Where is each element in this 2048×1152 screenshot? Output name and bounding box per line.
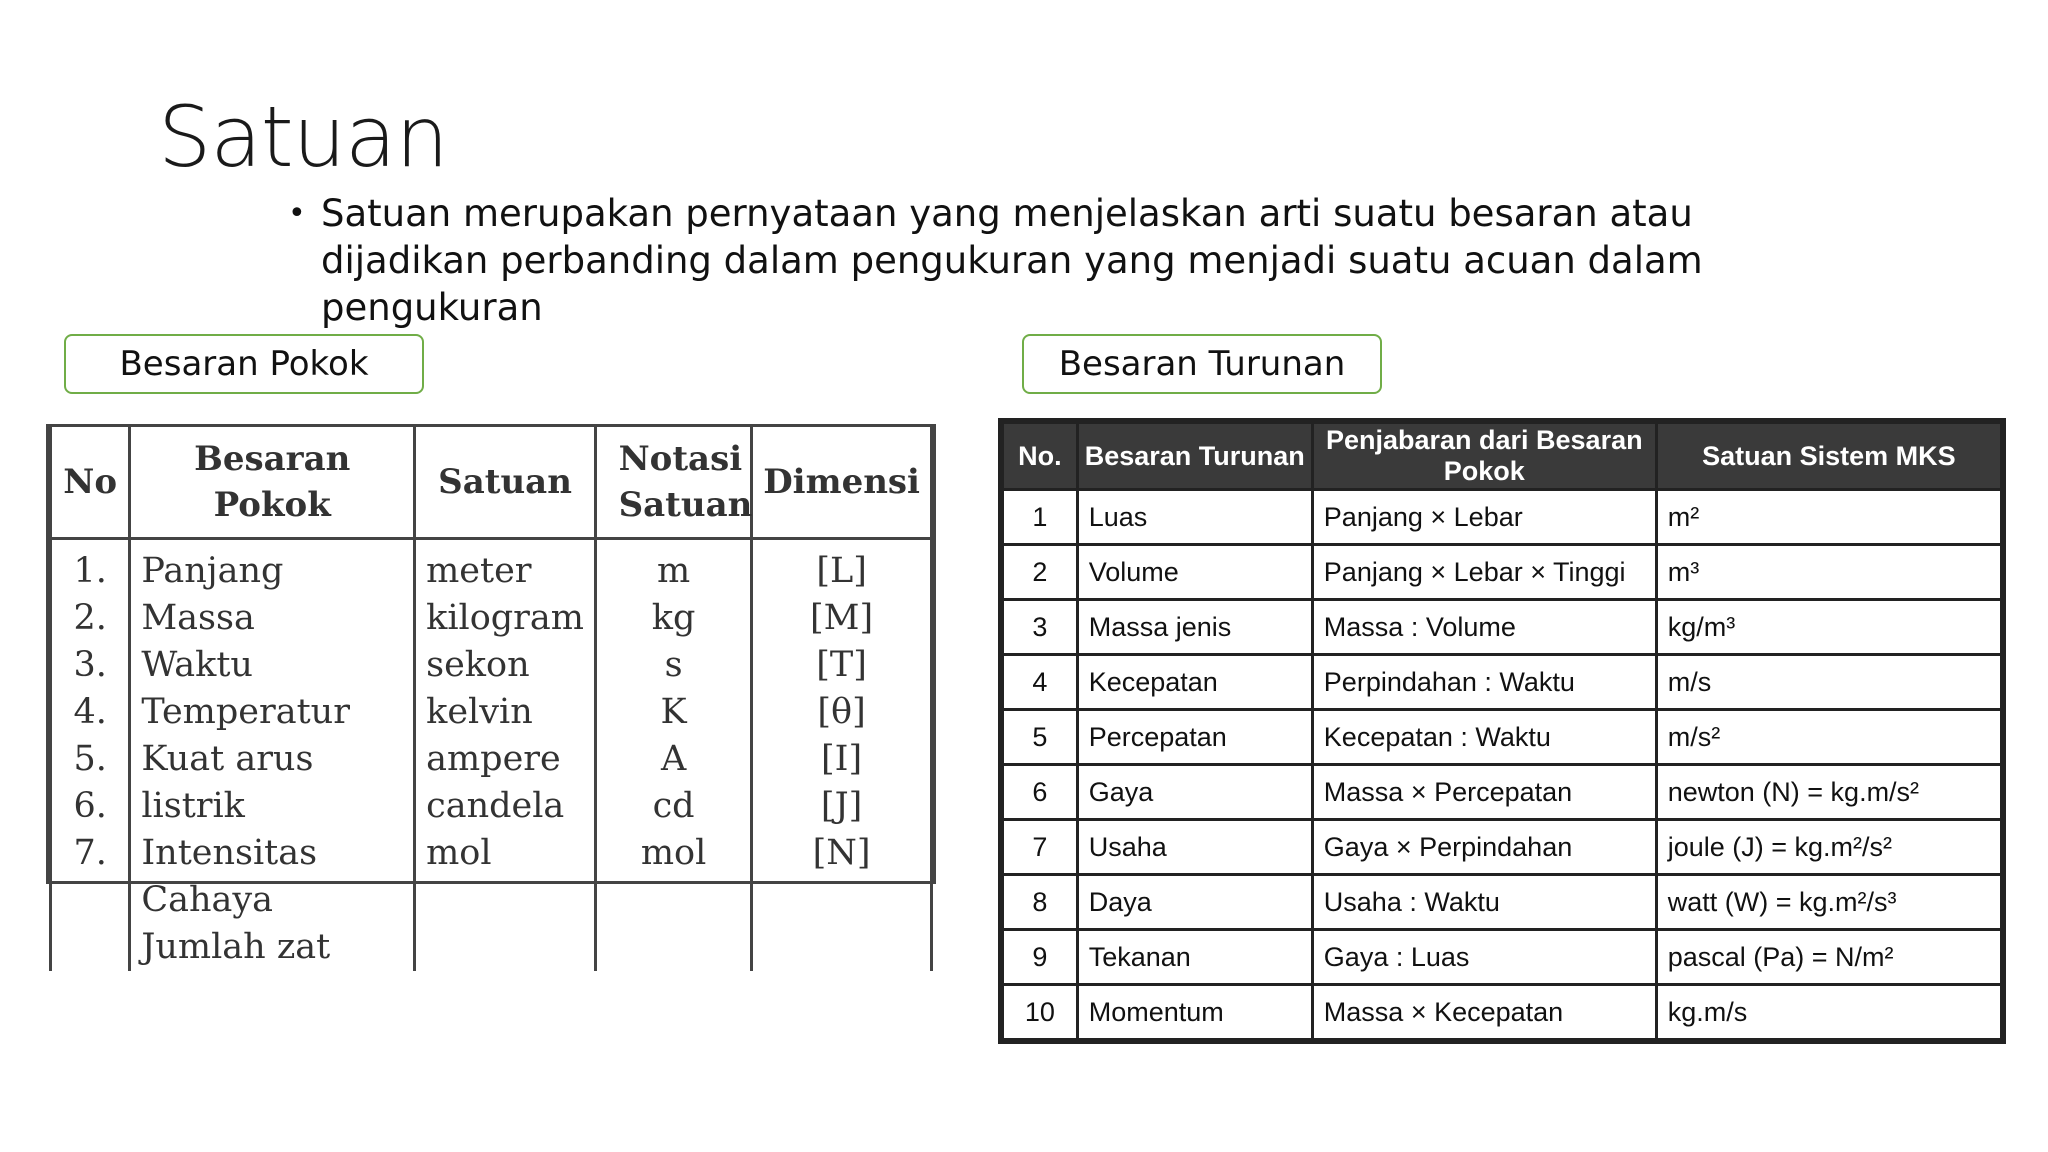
table-row	[1003, 875, 2002, 930]
column-besaran	[130, 539, 415, 972]
table-cell-besaran: Usaha	[1077, 820, 1312, 875]
table-cell-satuan: kg.m/s	[1656, 985, 2001, 1040]
table-cell-besaran: Volume	[1077, 545, 1312, 600]
column-satuan	[415, 539, 596, 972]
header-satuan-mks: Satuan Sistem MKS	[1656, 423, 2001, 490]
table-row	[1003, 820, 2002, 875]
table-cell-notasi: K	[660, 692, 687, 732]
column-dimensi	[752, 539, 932, 972]
table-cell-no: 1	[1003, 490, 1078, 545]
table-cell-no: 8	[1003, 875, 1078, 930]
table-cell-besaran: Tekanan	[1077, 930, 1312, 985]
table-cell-notasi: mol	[640, 833, 707, 873]
table-cell-besaran: Gaya	[1077, 765, 1312, 820]
table-cell-penjabaran: Panjang × Lebar × Tinggi	[1312, 545, 1656, 600]
slide-title: Satuan	[158, 88, 448, 186]
table-cell-satuan: m/s	[1656, 655, 2001, 710]
header-besaran-pokok: Besaran Pokok	[130, 427, 415, 539]
table-cell-penjabaran: Gaya : Luas	[1312, 930, 1656, 985]
table-cell-satuan: pascal (Pa) = N/m²	[1656, 930, 2001, 985]
table-cell-no: 6	[1003, 765, 1078, 820]
table-cell-no: 4.	[73, 692, 107, 732]
table-cell-satuan: m/s²	[1656, 710, 2001, 765]
table-cell-satuan: kg/m³	[1656, 600, 2001, 655]
column-no	[51, 539, 130, 972]
table-row	[1003, 710, 2002, 765]
table-cell-satuan: m²	[1656, 490, 2001, 545]
table-cell-besaran: Kecepatan	[1077, 655, 1312, 710]
table-cell-satuan: mol	[426, 833, 492, 873]
table-cell-besaran: Percepatan	[1077, 710, 1312, 765]
bullet-dot-icon: •	[288, 196, 306, 231]
table-cell-penjabaran: Massa × Kecepatan	[1312, 985, 1656, 1040]
table-cell-notasi: kg	[651, 598, 696, 638]
table-cell-dimensi: [N]	[812, 833, 871, 873]
table-besaran-turunan	[998, 418, 2006, 1044]
table-cell-no: 10	[1003, 985, 1078, 1040]
table-cell-satuan: meter	[426, 551, 532, 591]
table-cell-penjabaran: Usaha : Waktu	[1312, 875, 1656, 930]
table-cell-notasi: cd	[652, 786, 695, 826]
table-cell-no: 6.	[73, 786, 107, 826]
table-cell-satuan: kelvin	[426, 692, 533, 732]
table-besaran-pokok	[46, 424, 936, 967]
table-cell-no: 9	[1003, 930, 1078, 985]
table-cell-penjabaran: Massa × Percepatan	[1312, 765, 1656, 820]
table-cell-dimensi: [M]	[810, 598, 874, 638]
table-cell-notasi: m	[656, 551, 691, 591]
table-cell-dimensi: [T]	[816, 645, 867, 685]
table-cell-satuan: watt (W) = kg.m²/s³	[1656, 875, 2001, 930]
table-cell-no: 3	[1003, 600, 1078, 655]
bullet-point	[288, 190, 1808, 331]
header-notasi-satuan: Notasi Satuan	[595, 427, 751, 539]
label-besaran-pokok: Besaran Pokok	[64, 334, 424, 394]
label-besaran-turunan: Besaran Turunan	[1022, 334, 1382, 394]
table-cell-penjabaran: Gaya × Perpindahan	[1312, 820, 1656, 875]
table-cell-dimensi: [L]	[816, 551, 867, 591]
table-row	[1003, 490, 2002, 545]
table-cell-besaran: Kuat arus listrik	[141, 739, 314, 826]
table-cell-besaran: Massa jenis	[1077, 600, 1312, 655]
table-cell-no: 7	[1003, 820, 1078, 875]
table-row	[1003, 545, 2002, 600]
table-cell-besaran: Momentum	[1077, 985, 1312, 1040]
table-row	[1003, 655, 2002, 710]
table-cell-no: 5.	[73, 739, 107, 779]
table-cell-penjabaran: Perpindahan : Waktu	[1312, 655, 1656, 710]
table-row	[1003, 600, 2002, 655]
table-cell-no: 4	[1003, 655, 1078, 710]
table-cell-satuan: joule (J) = kg.m²/s²	[1656, 820, 2001, 875]
table-cell-besaran: Temperatur	[141, 692, 350, 732]
table-cell-notasi: s	[664, 645, 683, 685]
table-cell-besaran: Intensitas Cahaya	[141, 833, 318, 920]
table-cell-besaran: Panjang	[141, 551, 284, 591]
table-cell-dimensi: [J]	[820, 786, 863, 826]
table-cell-no: 1.	[73, 551, 107, 591]
table-cell-besaran: Jumlah zat	[141, 927, 331, 967]
table-cell-dimensi: [I]	[821, 739, 863, 779]
header-penjabaran: Penjabaran dari Besaran Pokok	[1312, 423, 1656, 490]
table-cell-penjabaran: Kecepatan : Waktu	[1312, 710, 1656, 765]
table-row	[1003, 930, 2002, 985]
header-dimensi: Dimensi	[752, 427, 932, 539]
table-cell-penjabaran: Massa : Volume	[1312, 600, 1656, 655]
table-cell-notasi: A	[660, 739, 687, 779]
table-cell-no: 2.	[73, 598, 107, 638]
header-no: No.	[1003, 423, 1078, 490]
table-cell-besaran: Waktu	[141, 645, 253, 685]
table-cell-satuan: newton (N) = kg.m/s²	[1656, 765, 2001, 820]
table-cell-dimensi: [θ]	[817, 692, 866, 732]
bullet-text: Satuan merupakan pernyataan yang menjelaskan arti suatu besaran atau dijadikan perbanding dalam pengukuran yang menjadi suatu acuan dalam pengukuran	[321, 192, 1703, 329]
table-cell-satuan: candela	[426, 786, 565, 826]
table-cell-satuan: kilogram	[426, 598, 584, 638]
header-satuan: Satuan	[415, 427, 596, 539]
table-cell-no: 5	[1003, 710, 1078, 765]
table-cell-satuan: ampere	[426, 739, 561, 779]
table-cell-no: 7.	[73, 833, 107, 873]
column-notasi	[595, 539, 751, 972]
header-no: No	[51, 427, 130, 539]
table-cell-satuan: m³	[1656, 545, 2001, 600]
table-row	[1003, 765, 2002, 820]
table-cell-no: 3.	[73, 645, 107, 685]
table-cell-penjabaran: Panjang × Lebar	[1312, 490, 1656, 545]
header-besaran-turunan: Besaran Turunan	[1077, 423, 1312, 490]
table-cell-satuan: sekon	[426, 645, 530, 685]
table-cell-besaran: Daya	[1077, 875, 1312, 930]
table-cell-besaran: Massa	[141, 598, 255, 638]
table-row	[1003, 985, 2002, 1040]
table-cell-besaran: Luas	[1077, 490, 1312, 545]
table-cell-no: 2	[1003, 545, 1078, 600]
